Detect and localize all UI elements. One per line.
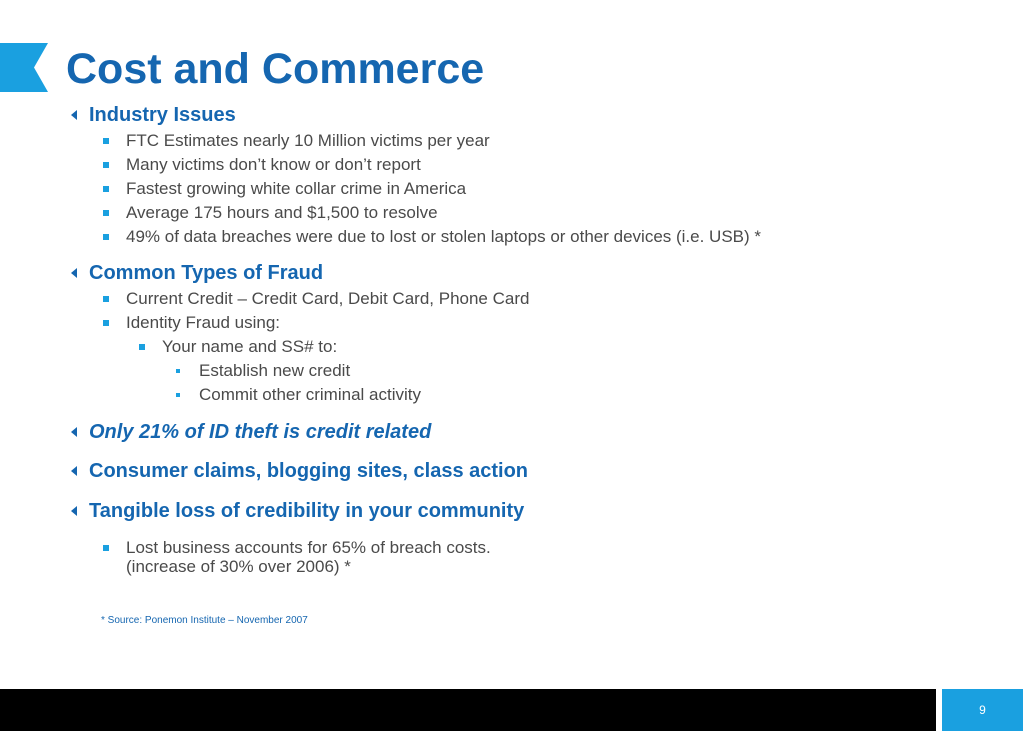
section-heading-industry-issues: Industry Issues — [89, 104, 236, 126]
bullet-square-icon — [103, 210, 109, 216]
list-item-line-1: Lost business accounts for 65% of breach costs. — [126, 538, 491, 557]
list-item: Your name and SS# to: — [162, 337, 338, 356]
list-item: Average 175 hours and $1,500 to resolve — [126, 203, 438, 222]
list-item: FTC Estimates nearly 10 Million victims per year — [126, 131, 490, 150]
section-heading-common-types-of-fraud: Common Types of Fraud — [89, 262, 324, 284]
bullet-square-icon — [103, 545, 109, 551]
bullet-triangle-icon — [71, 427, 77, 437]
list-item: Establish new credit — [199, 361, 351, 380]
bullet-square-icon — [103, 186, 109, 192]
bullet-square-icon — [103, 296, 109, 302]
page-number: 9 — [979, 703, 986, 717]
section-heading-consumer-claims: Consumer claims, blogging sites, class action — [89, 460, 529, 482]
bullet-triangle-icon — [71, 506, 77, 516]
list-item-line-2: (increase of 30% over 2006) * — [126, 557, 351, 576]
list-item: Identity Fraud using: — [126, 313, 281, 332]
list-item: Current Credit – Credit Card, Debit Card, Phone Card — [126, 289, 530, 308]
list-item: Many victims don’t know or don’t report — [126, 155, 421, 174]
bullet-square-icon — [103, 162, 109, 168]
bullet-square-icon — [103, 234, 109, 240]
slide-title: Cost and Commerce — [66, 45, 485, 93]
bullet-square-icon — [103, 138, 109, 144]
bullet-square-icon — [176, 393, 180, 397]
bullet-triangle-icon — [71, 268, 77, 278]
section-heading-only-21-percent: Only 21% of ID theft is credit related — [89, 421, 432, 443]
list-item: Fastest growing white collar crime in America — [126, 179, 467, 198]
bullet-square-icon — [176, 369, 180, 373]
page-number-badge — [942, 689, 1023, 731]
title-tab-chevron-icon — [0, 43, 48, 92]
bullet-square-icon — [103, 320, 109, 326]
footer-bar — [0, 689, 936, 731]
list-item: 49% of data breaches were due to lost or stolen laptops or other devices (i.e. USB) * — [126, 227, 762, 246]
source-footnote: * Source: Ponemon Institute – November 2007 — [101, 615, 308, 626]
section-heading-tangible-loss: Tangible loss of credibility in your community — [89, 500, 525, 522]
bullet-square-icon — [139, 344, 145, 350]
bullet-triangle-icon — [71, 466, 77, 476]
list-item: Commit other criminal activity — [199, 385, 421, 404]
bullet-triangle-icon — [71, 110, 77, 120]
